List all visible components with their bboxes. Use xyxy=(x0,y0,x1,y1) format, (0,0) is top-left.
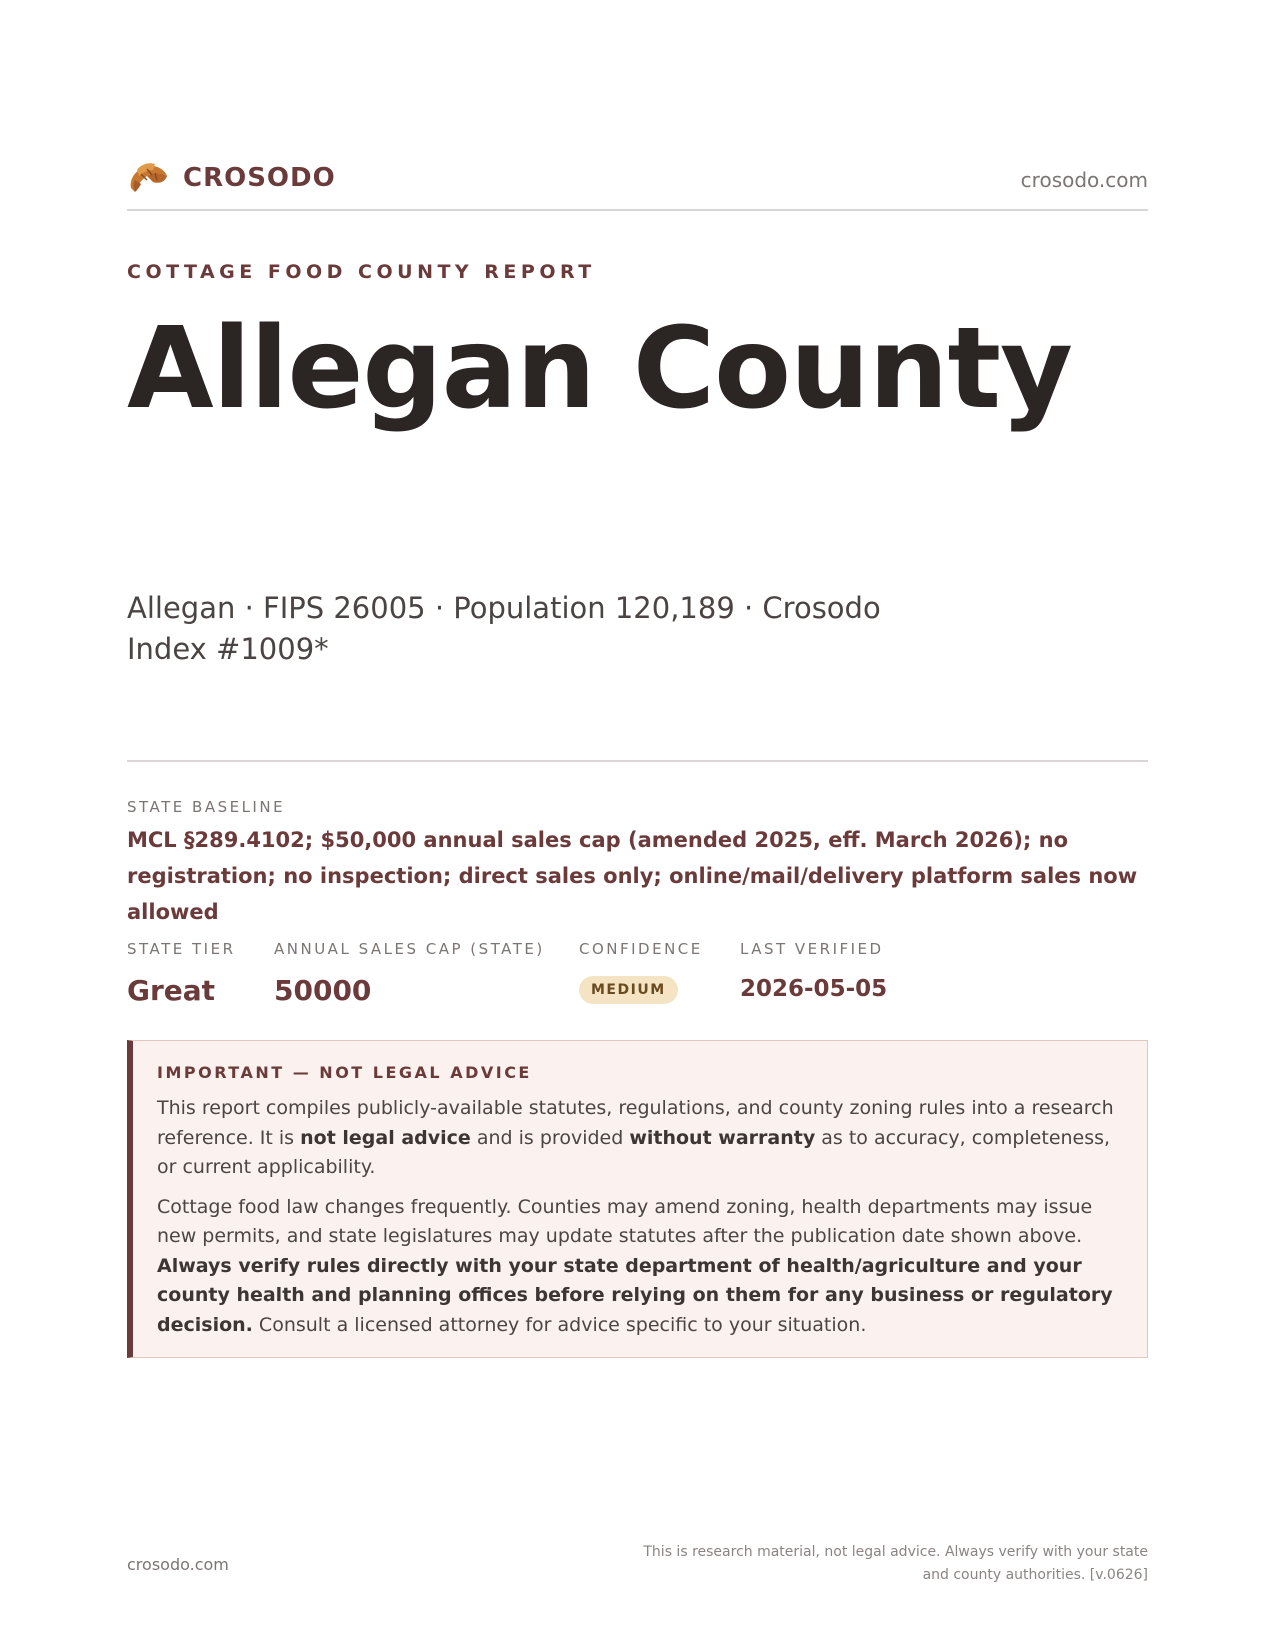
stat-value: 2026-05-05 xyxy=(740,976,888,1002)
stat-label: ANNUAL SALES CAP (STATE) xyxy=(274,940,545,958)
confidence-badge: MEDIUM xyxy=(579,976,678,1004)
report-eyebrow: COTTAGE FOOD COUNTY REPORT xyxy=(127,261,596,283)
notice-title: IMPORTANT — NOT LEGAL ADVICE xyxy=(157,1063,532,1082)
stat-last-verified xyxy=(740,940,887,1002)
stat-label: CONFIDENCE xyxy=(579,940,703,958)
page-header xyxy=(127,158,1148,202)
stat-state-tier xyxy=(127,940,236,1007)
notice-text: Consult a licensed attorney for advice specific to your situation. xyxy=(252,1313,867,1336)
stat-label: LAST VERIFIED xyxy=(740,940,884,958)
header-divider xyxy=(127,209,1148,211)
page-title: Allegan County xyxy=(127,304,1073,434)
site-link[interactable]: crosodo.com xyxy=(1020,168,1148,192)
notice-text: as to accuracy, completeness, or current applicability. xyxy=(157,1126,1111,1178)
notice-paragraph xyxy=(157,1094,1125,1183)
notice-emphasis: not legal advice xyxy=(300,1126,471,1149)
brand[interactable] xyxy=(127,158,336,198)
notice-paragraph xyxy=(157,1193,1125,1341)
report-page xyxy=(127,0,1148,1650)
notice-emphasis: Always verify rules directly with your state department of health/agriculture and your county health and planning offices before relying on them for any business or regulatory decision. xyxy=(157,1254,1113,1336)
state-baseline-label: STATE BASELINE xyxy=(127,798,286,816)
notice-text: and is provided xyxy=(470,1126,630,1149)
section-divider xyxy=(127,760,1148,762)
notice-text: Cottage food law changes frequently. Counties may amend zoning, health departments may issue new permits, and state legislatures may update statutes after the publication date shown above. xyxy=(157,1195,1093,1247)
notice-text: This report compiles publicly-available statutes, regulations, and county zoning rules into a research reference. It is xyxy=(157,1097,1114,1149)
stat-confidence xyxy=(579,940,703,1004)
stat-value: 50000 xyxy=(274,974,372,1007)
croissant-icon xyxy=(127,158,169,198)
brand-name: CROSODO xyxy=(183,163,336,193)
state-baseline-text: MCL §289.4102; $50,000 annual sales cap (amended 2025, eff. March 2026); no registration; no inspection; direct sales only; online/mail/delivery platform sales now allowed xyxy=(127,828,1138,924)
footer-disclaimer: This is research material, not legal advice. Always verify with your state and county authorities. [v.0626] xyxy=(643,1544,1148,1583)
stat-sales-cap xyxy=(274,940,545,1007)
stat-label: STATE TIER xyxy=(127,940,236,958)
stat-value: Great xyxy=(127,974,216,1007)
county-summary: Allegan · FIPS 26005 · Population 120,189 · Crosodo Index #1009* xyxy=(127,591,881,666)
notice-emphasis: without warranty xyxy=(629,1126,816,1149)
legal-notice xyxy=(127,1040,1148,1358)
footer-site[interactable]: crosodo.com xyxy=(127,1555,229,1574)
